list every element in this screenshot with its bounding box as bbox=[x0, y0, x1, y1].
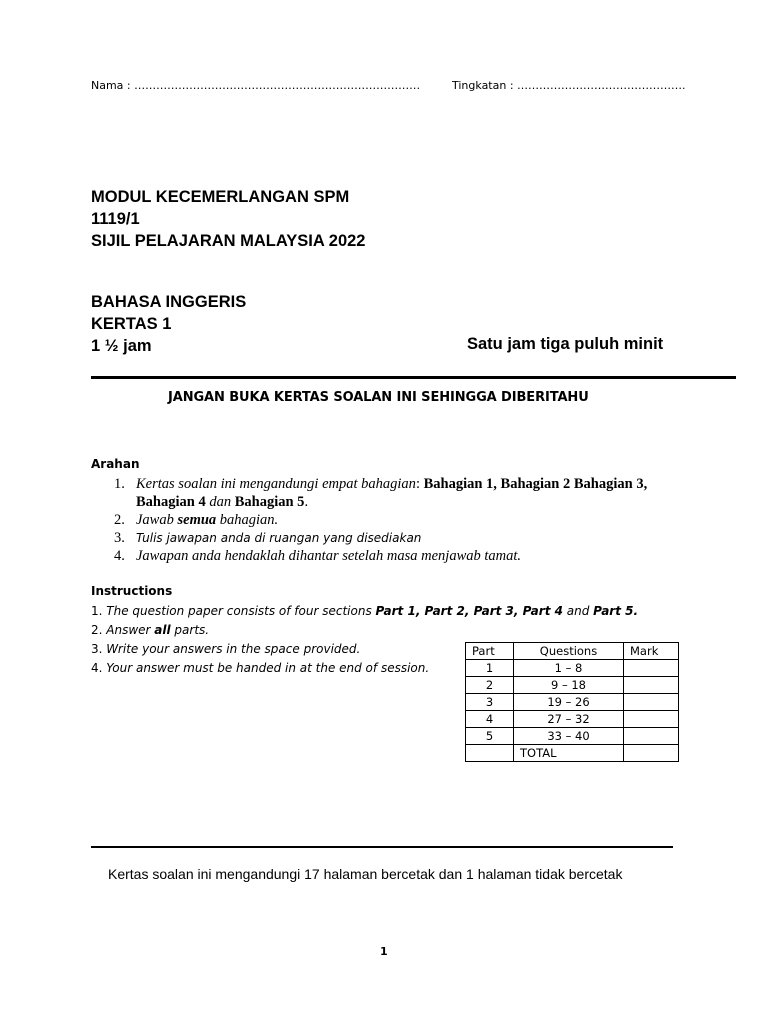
mark-cell[interactable] bbox=[624, 711, 679, 728]
part-cell: 4 bbox=[466, 711, 514, 728]
instruction-item-2: 2. Answer all parts. bbox=[91, 623, 210, 637]
total-label: TOTAL bbox=[514, 745, 624, 762]
arahan-item-4: 4. Jawapan anda hendaklah dihantar setelah masa menjawab tamat. bbox=[114, 548, 522, 564]
total-empty-cell bbox=[466, 745, 514, 762]
header-questions: Questions bbox=[514, 643, 624, 660]
tingkatan-field bbox=[452, 79, 686, 92]
bottom-divider bbox=[91, 846, 673, 848]
table-row bbox=[466, 694, 679, 711]
total-mark-cell[interactable] bbox=[624, 745, 679, 762]
total-row bbox=[466, 745, 679, 762]
mark-cell[interactable] bbox=[624, 660, 679, 677]
arahan-item-1: 1. Kertas soalan ini mengandungi empat bahagian: Bahagian 1, Bahagian 2 Bahagian 3, bbox=[114, 476, 648, 492]
instructions-heading: Instructions bbox=[91, 584, 173, 598]
questions-cell: 33 – 40 bbox=[514, 728, 624, 745]
table-row bbox=[466, 711, 679, 728]
top-divider bbox=[91, 376, 736, 379]
title-block bbox=[91, 186, 365, 252]
arahan-list bbox=[114, 475, 647, 565]
mark-table bbox=[465, 642, 679, 762]
arahan-item-3: 3. Tulis jawapan anda di ruangan yang disediakan bbox=[114, 530, 422, 546]
instruction-item-4: 4. Your answer must be handed in at the end of session. bbox=[91, 661, 430, 675]
mark-cell[interactable] bbox=[624, 694, 679, 711]
subject-name: BAHASA INGGERIS bbox=[91, 293, 247, 311]
mark-table-header bbox=[466, 643, 679, 660]
duration: 1 ½ jam bbox=[91, 337, 152, 355]
nama-field bbox=[91, 79, 420, 92]
arahan-heading: Arahan bbox=[91, 457, 140, 471]
arahan-item-2: 2. Jawab semua bahagian. bbox=[114, 512, 279, 528]
nama-dots: …………………………………………………………………… bbox=[134, 79, 421, 92]
nama-label: Nama : bbox=[91, 79, 135, 92]
module-title: MODUL KECEMERLANGAN SPM bbox=[91, 188, 350, 206]
header-mark: Mark bbox=[624, 643, 679, 660]
tingkatan-label: Tingkatan : bbox=[452, 79, 518, 92]
table-row bbox=[466, 728, 679, 745]
warning-text: JANGAN BUKA KERTAS SOALAN INI SEHINGGA DIBERITAHU bbox=[168, 390, 589, 405]
pages-note: Kertas soalan ini mengandungi 17 halaman bercetak dan 1 halaman tidak bercetak bbox=[108, 866, 623, 882]
questions-cell: 1 – 8 bbox=[514, 660, 624, 677]
paper-number: KERTAS 1 bbox=[91, 315, 172, 333]
instruction-item-1: 1. The question paper consists of four sections Part 1, Part 2, Part 3, Part 4 and Part 5. bbox=[91, 604, 639, 618]
tingkatan-dots: ………………………………………. bbox=[517, 79, 686, 92]
mark-cell[interactable] bbox=[624, 677, 679, 694]
questions-cell: 19 – 26 bbox=[514, 694, 624, 711]
part-cell: 5 bbox=[466, 728, 514, 745]
mark-cell[interactable] bbox=[624, 728, 679, 745]
questions-cell: 27 – 32 bbox=[514, 711, 624, 728]
questions-cell: 9 – 18 bbox=[514, 677, 624, 694]
part-cell: 1 bbox=[466, 660, 514, 677]
page-number: 1 bbox=[380, 945, 388, 958]
arahan-item-1-cont: Bahagian 4 dan Bahagian 5. bbox=[136, 494, 309, 510]
header-part: Part bbox=[466, 643, 514, 660]
instruction-item-3: 3. Write your answers in the space provided. bbox=[91, 642, 361, 656]
part-cell: 2 bbox=[466, 677, 514, 694]
subject-block bbox=[91, 291, 246, 357]
part-cell: 3 bbox=[466, 694, 514, 711]
exam-name: SIJIL PELAJARAN MALAYSIA 2022 bbox=[91, 232, 366, 250]
paper-code: 1119/1 bbox=[91, 210, 140, 228]
table-row bbox=[466, 660, 679, 677]
duration-words: Satu jam tiga puluh minit bbox=[467, 335, 664, 353]
table-row bbox=[466, 677, 679, 694]
